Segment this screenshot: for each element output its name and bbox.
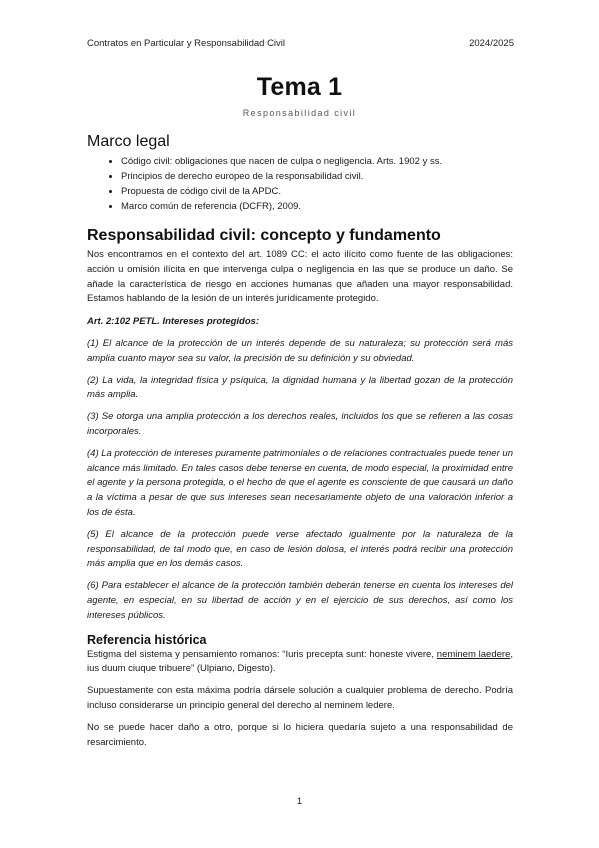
section-heading-responsabilidad: Responsabilidad civil: concepto y fundamento (87, 227, 441, 244)
list-item: • Principios de derecho europeo de la responsabilidad civil. (121, 169, 513, 184)
neminem-laedere-underlined: neminem laedere (436, 648, 511, 660)
list-item: • Marco común de referencia (DCFR), 2009. (121, 199, 513, 214)
article-point: (2) La vida, la integridad física y psíquica, la dignidad humana y la libertad gozan de la protección más amplia. (87, 374, 513, 401)
referencia-text: Estigma del sistema y pensamiento romanos: “Iuris precepta sunt: honeste vivere, (87, 648, 437, 660)
section-heading-marco-legal: Marco legal (87, 133, 170, 150)
header-course-title: Contratos en Particular y Responsabilidad Civil (87, 38, 286, 49)
list-item: • Propuesta de código civil de la APDC. (121, 184, 513, 199)
list-item: • Código civil: obligaciones que nacen de culpa o negligencia. Arts. 1902 y ss. (121, 154, 513, 169)
article-point: (5) El alcance de la protección puede verse afectado igualmente por la naturaleza de la responsabilidad, de tal modo que, en caso de lesión dolosa, el interés podrá recibir una protección más amplia que en los demás casos. (87, 528, 513, 570)
referencia-paragraph-1 (87, 648, 513, 678)
referencia-paragraph-2: Supuestamente con esta máxima podría dársele solución a cualquier problema de derecho. Podría incluso considerarse un principio general del derecho al neminem ledere. (87, 685, 513, 711)
referencia-paragraph-3: No se puede hacer daño a otro, porque si lo hiciera quedaría sujeto a una responsabilidad de resarcimiento. (87, 721, 513, 748)
referencia-text: , ius duum ciuque tribuere” (Ulpiano, Digesto). (87, 648, 513, 675)
article-point: (6) Para establecer el alcance de la protección también deberán tenerse en cuenta los intereses del agente, en especial, en su libertad de acción y en el ejercicio de sus derechos, así como los intereses públicos. (87, 580, 513, 621)
document-title: Tema 1 (256, 73, 343, 101)
section-heading-referencia-historica: Referencia histórica (87, 632, 207, 647)
article-point: (1) El alcance de la protección de un interés depende de su naturaleza; su protección será más amplia cuanto mayor sea su valor, la precisión de su definición y su obviedad. (87, 337, 513, 364)
intro-paragraph: Nos encontramos en el contexto del art. 1089 CC: el acto ilícito como fuente de las obligaciones: acción u omisión ilícita en que intervenga culpa o negligencia en las que se produce un daño. Se añade la característica de riesgo en acciones humanas que añaden una mayor responsabilidad. Estamos hablando de la lesión de un interés jurídicamente protegido. (87, 249, 513, 305)
article-point: (3) Se otorga una amplia protección a los derechos reales, incluidos los que se refieren a las cosas incorporales. (87, 411, 513, 437)
document-subtitle: Responsabilidad civil (242, 108, 357, 118)
article-point: (4) La protección de intereses puramente patrimoniales o de relaciones contractuales puede tener un alcance más limitado. En tales casos debe tenerse en cuenta, de modo especial, la proximidad entre el agente y la persona protegida, o el hecho de que el agente es consciente de que causará un daño a la víctima a pesar de que sus intereses sean necesariamente objeto de una valoración inferior a los de ésta. (87, 447, 513, 518)
document-body (87, 132, 513, 750)
page-number: 1 (296, 796, 303, 807)
running-header (87, 38, 514, 49)
article-heading: Art. 2:102 PETL. Intereses protegidos: (87, 316, 260, 328)
marco-legal-list (87, 154, 513, 214)
header-academic-year: 2024/2025 (469, 38, 514, 49)
